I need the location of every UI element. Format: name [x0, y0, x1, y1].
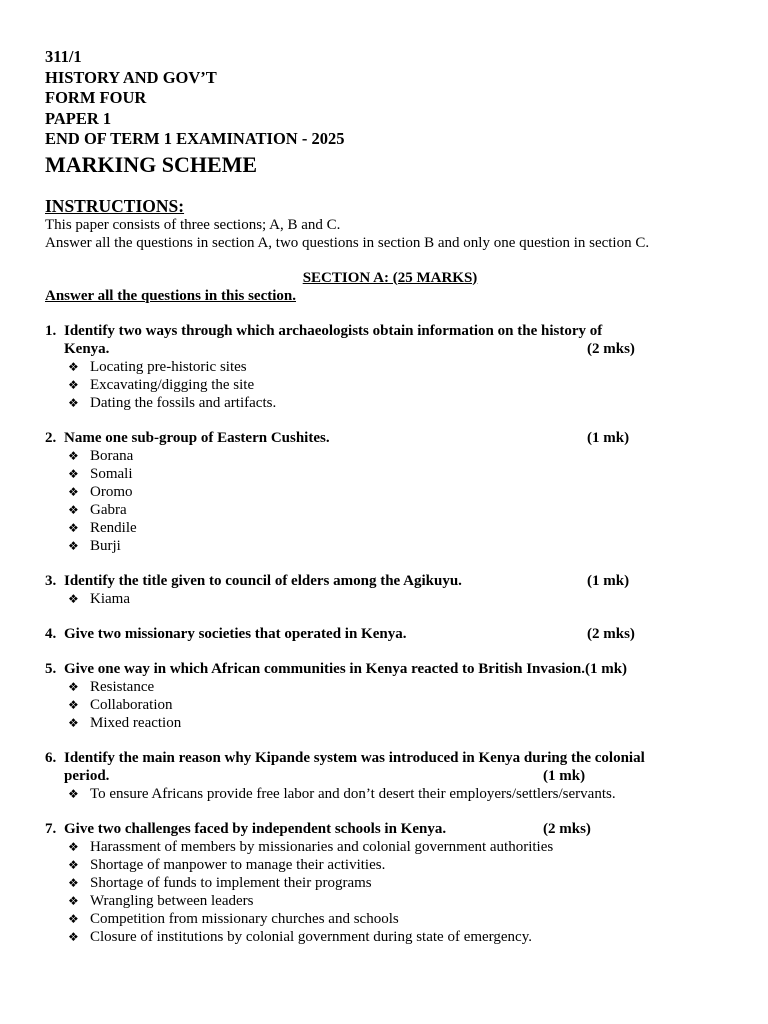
list-item [68, 358, 735, 376]
document-page [45, 47, 735, 946]
answer-text: Kiama [90, 590, 130, 607]
question-marks: (1 mk) [543, 767, 586, 784]
diamond-bullet-icon: ❖ [68, 697, 79, 712]
list-item [68, 838, 735, 856]
question-marks: (2 mks) [587, 625, 635, 642]
question-number: 6. [45, 749, 57, 766]
question-number: 5. [45, 660, 57, 677]
answer-list [45, 447, 735, 555]
list-item [68, 519, 735, 537]
diamond-bullet-icon: ❖ [68, 395, 79, 410]
answer-text: Closure of institutions by colonial government during state of emergency. [90, 928, 532, 945]
instruction-line: This paper consists of three sections; A, B and C. [45, 216, 341, 233]
list-item [68, 856, 735, 874]
list-item [68, 714, 735, 732]
question-text: Kenya. [64, 340, 110, 357]
diamond-bullet-icon: ❖ [68, 520, 79, 535]
question-2 [45, 429, 735, 555]
list-item [68, 910, 735, 928]
list-item [68, 785, 735, 803]
list-item [68, 590, 735, 608]
question-text: period. [64, 767, 110, 784]
question-7 [45, 820, 735, 946]
list-item [68, 678, 735, 696]
answer-text: Borana [90, 447, 134, 464]
answer-text: Competition from missionary churches and schools [90, 910, 399, 927]
subject-name: HISTORY AND GOV’T [45, 67, 217, 87]
diamond-bullet-icon: ❖ [68, 875, 79, 890]
document-title: MARKING SCHEME [45, 151, 258, 177]
section-a-subheading: Answer all the questions in this section. [45, 287, 297, 304]
question-text: Give one way in which African communities in Kenya reacted to British Invasion.(1 mk) [64, 660, 628, 677]
answer-list [45, 678, 735, 732]
answer-text: Burji [90, 537, 121, 554]
question-number: 2. [45, 429, 57, 446]
question-text: Identify the title given to council of elders among the Agikuyu. [64, 572, 462, 589]
diamond-bullet-icon: ❖ [68, 466, 79, 481]
answer-list [45, 838, 735, 946]
diamond-bullet-icon: ❖ [68, 538, 79, 553]
question-text: Give two missionary societies that operated in Kenya. [64, 625, 407, 642]
diamond-bullet-icon: ❖ [68, 715, 79, 730]
question-number: 7. [45, 820, 57, 837]
list-item [68, 874, 735, 892]
list-item [68, 376, 735, 394]
instructions-heading: INSTRUCTIONS: [45, 195, 185, 216]
answer-text: Shortage of manpower to manage their activities. [90, 856, 386, 873]
diamond-bullet-icon: ❖ [68, 359, 79, 374]
answer-text: Wrangling between leaders [90, 892, 254, 909]
paper-number: PAPER 1 [45, 108, 112, 128]
diamond-bullet-icon: ❖ [68, 448, 79, 463]
answer-text: Excavating/digging the site [90, 376, 255, 393]
question-number: 3. [45, 572, 57, 589]
question-3 [45, 572, 735, 608]
diamond-bullet-icon: ❖ [68, 893, 79, 908]
diamond-bullet-icon: ❖ [68, 679, 79, 694]
question-text: Identify the main reason why Kipande system was introduced in Kenya during the colonial [64, 749, 645, 766]
form-level: FORM FOUR [45, 88, 147, 107]
paper-code: 311/1 [45, 47, 82, 66]
list-item [68, 928, 735, 946]
diamond-bullet-icon: ❖ [68, 377, 79, 392]
answer-text: Harassment of members by missionaries and colonial government authorities [90, 838, 554, 855]
list-item [68, 892, 735, 910]
answer-text: Resistance [90, 678, 155, 695]
question-number: 1. [45, 322, 57, 339]
question-1 [45, 322, 735, 412]
question-marks: (2 mks) [587, 340, 635, 357]
question-6 [45, 749, 735, 803]
list-item [68, 447, 735, 465]
exam-name: END OF TERM 1 EXAMINATION - 2025 [45, 129, 345, 148]
diamond-bullet-icon: ❖ [68, 857, 79, 872]
section-a-heading: SECTION A: (25 MARKS) [302, 269, 478, 286]
answer-text: Locating pre-historic sites [90, 358, 247, 375]
answer-list [45, 358, 735, 412]
answer-text: Dating the fossils and artifacts. [90, 394, 277, 411]
answer-text: Rendile [90, 519, 137, 536]
answer-text: Somali [90, 465, 133, 482]
list-item [68, 501, 735, 519]
question-4 [45, 625, 735, 643]
diamond-bullet-icon: ❖ [68, 929, 79, 944]
diamond-bullet-icon: ❖ [68, 911, 79, 926]
diamond-bullet-icon: ❖ [68, 502, 79, 517]
answer-text: To ensure Africans provide free labor and don’t desert their employers/settlers/servants. [90, 785, 616, 802]
instruction-line: Answer all the questions in section A, two questions in section B and only one question in section C. [45, 234, 650, 251]
question-number: 4. [45, 625, 57, 642]
list-item [68, 465, 735, 483]
diamond-bullet-icon: ❖ [68, 786, 79, 801]
diamond-bullet-icon: ❖ [68, 839, 79, 854]
list-item [68, 696, 735, 714]
answer-text: Gabra [90, 501, 127, 518]
answer-text: Collaboration [90, 696, 173, 713]
question-marks: (1 mk) [587, 572, 630, 589]
list-item [68, 483, 735, 501]
diamond-bullet-icon: ❖ [68, 484, 79, 499]
question-text: Give two challenges faced by independent schools in Kenya. [64, 820, 447, 837]
diamond-bullet-icon: ❖ [68, 591, 79, 606]
answer-text: Shortage of funds to implement their programs [90, 874, 372, 891]
question-text: Identify two ways through which archaeologists obtain information on the history of [64, 322, 603, 339]
list-item [68, 394, 735, 412]
answer-text: Oromo [90, 483, 133, 500]
question-text: Name one sub-group of Eastern Cushites. [64, 429, 330, 446]
question-5 [45, 660, 735, 732]
answer-text: Mixed reaction [90, 714, 182, 731]
question-marks: (2 mks) [543, 820, 591, 837]
answer-list [45, 785, 735, 803]
answer-list [45, 590, 735, 608]
list-item [68, 537, 735, 555]
question-marks: (1 mk) [587, 429, 630, 446]
